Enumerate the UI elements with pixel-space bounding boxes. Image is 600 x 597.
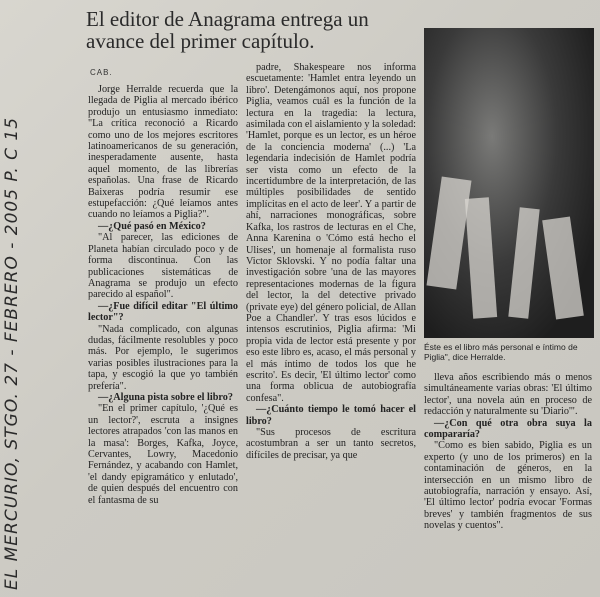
author-photo [424, 28, 594, 338]
interview-question: —¿Cuánto tiempo le tomó hacer el libro? [246, 404, 416, 427]
column-2 [246, 62, 416, 461]
interview-question: —¿Con qué otra obra suya la compararía? [424, 417, 592, 441]
paragraph: "Nada complicado, con algunas dudas, fácilmente resolubles y poco más. Por ejemplo, le sugerimos varias posibles ilustraciones para la tapa, y escogió la que yo también prefería". [88, 323, 238, 392]
paragraph: Jorge Herralde recuerda que la llegada de Piglia al mercado ibérico produjo un entusiasmo inmediato: "La crítica reconoció a Ricardo como uno de los mejores escritores latinoamericanos de su generación, inesperadamente ausente, hasta aquel momento, de las librerías españolas. Una frase de Ricardo Baixeras podría resumir ese estupefacción: ¿Qué leíamos antes cuando no leíamos a Piglia?". [88, 84, 238, 221]
paragraph: "Sus procesos de escritura acostumbran a ser un tanto secretos, difíciles de precisar, ya que [246, 427, 416, 461]
paragraph: "Al parecer, las ediciones de Planeta habían circulado poco y de forma discontinua. Con las publicaciones sistemáticas de Anagrama se produjo un efecto parecido al español". [88, 232, 238, 301]
byline: CAB. [90, 68, 113, 77]
column-1 [88, 84, 238, 506]
interview-question: —¿Alguna pista sobre el libro? [98, 391, 233, 403]
column-3 [424, 372, 592, 532]
paragraph: lleva años escribiendo más o menos simultáneamente varias obras: 'El último lector', una novela aún en proceso de redacción y naturalmente su 'Diario'". [424, 372, 592, 418]
photo-caption: Éste es el libro más personal e íntimo de Piglia", dice Herralde. [424, 342, 578, 362]
paragraph: "Como es bien sabido, Piglia es un experto (y uno de los primeros) en la contaminación de géneros, en la intersección en un mismo libro de autobiografía, narración y ensayo. Así, 'El último lector' podría evocar 'Formas breves' y también fragmentos de sus novelas y cuentos". [424, 440, 592, 532]
handwritten-margin-note: EL MERCURIO, STGO. 27 - FEBRERO - 2005 P. C 15 [2, 116, 22, 590]
interview-question: —¿Qué pasó en México? [98, 220, 206, 232]
interview-question: —¿Fue difícil editar "El último lector"? [88, 300, 238, 324]
paragraph: padre, Shakespeare nos informa escuetamente: 'Hamlet entra leyendo un libro'. Detengámonos aquí, nos propone Piglia, veamos cuál es la función de la lectura en la tragedia: la lectura, asimilada con el aislamiento y la soledad: 'Hamlet, porque es un lector, es un héroe de la conciencia moderna' (...) 'La legendaria indecisión de Hamlet podría ser vista como un efecto de la incertidumbre de la interpretación, de las múltiples posibilidades de sentido implícitas en el acto de leer'. Y a partir de ahí, narraciones monográficas, sobre Kafka, los rastros de lecturas en el Che, Anna Karenina o 'Cómo está hecho el Ulises', un homenaje al formalista ruso Victor Sklovski. Y no podía faltar una investigación sobre 'una de las mayores representaciones modernas de la figura del lector, la del detective privado (private eye) del género policial, de Allan Poe a Chandler'. Y tras esos lúcidos e intensos escrutinios, Piglia afirma: 'Mi propia vida de lector está presente y por eso este libro es, acaso, el más personal y el más íntimo de todos los que he escrito'. Es decir, 'El último lector' como una forma oblicua de autobiografía confesa". [246, 62, 416, 404]
paragraph: "En el primer capítulo, '¿Qué es un lector?', escruta a insignes lectores atrapados 'con las manos en la masa': Borges, Kafka, Joyce, Cervantes, Lowry, Macedonio Fernández, y acabando con Hamlet, 'el dandy epigramático y enlutado', de quien después del encuentro con el fantasma de su [88, 403, 238, 506]
headline: El editor de Anagrama entrega un avance del primer capítulo. [86, 7, 369, 53]
